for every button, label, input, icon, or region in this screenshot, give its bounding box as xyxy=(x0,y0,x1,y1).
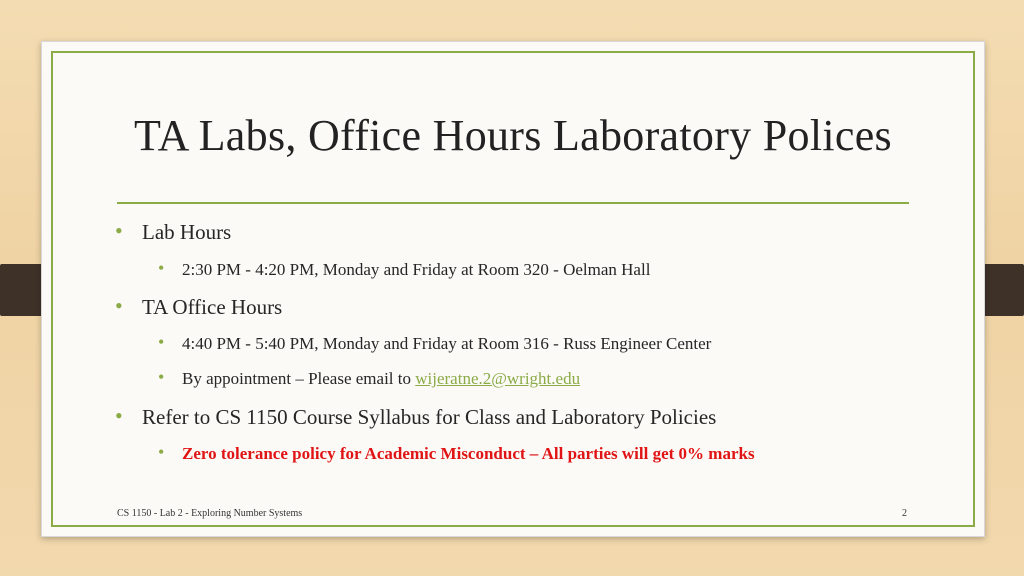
sub-bullet-appointment xyxy=(158,367,581,389)
page-number: 2 xyxy=(902,508,907,519)
sub-bullet-text: 4:40 PM - 5:40 PM, Monday and Friday at Room 316 - Russ Engineer Center xyxy=(182,334,712,353)
bullet-icon: • xyxy=(158,367,165,387)
bullet-icon: • xyxy=(158,442,165,462)
bullet-ta-office-hours xyxy=(115,293,283,320)
sub-bullet-text: By appointment – Please email to xyxy=(182,369,416,388)
bullet-icon: • xyxy=(115,293,123,318)
title-divider xyxy=(117,202,909,204)
bullet-text: TA Office Hours xyxy=(142,295,283,319)
email-link[interactable]: wijeratne.2@wright.edu xyxy=(415,369,581,388)
bullet-icon: • xyxy=(115,403,123,428)
bullet-syllabus xyxy=(115,403,717,430)
bullet-icon: • xyxy=(158,258,165,278)
sub-bullet-text: 2:30 PM - 4:20 PM, Monday and Friday at Room 320 - Oelman Hall xyxy=(182,260,651,279)
bullet-icon: • xyxy=(115,218,123,243)
bullet-icon: • xyxy=(158,332,165,352)
warning-text: Zero tolerance policy for Academic Misconduct – All parties will get 0% marks xyxy=(182,444,755,463)
slide xyxy=(41,41,985,537)
bullet-lab-hours xyxy=(115,218,232,245)
sub-bullet-office-time xyxy=(158,332,712,354)
bullet-text: Refer to CS 1150 Course Syllabus for Class and Laboratory Policies xyxy=(142,405,717,429)
bullet-text: Lab Hours xyxy=(142,220,232,244)
sub-bullet-lab-time xyxy=(158,258,651,280)
slide-title: TA Labs, Office Hours Laboratory Polices xyxy=(134,111,892,160)
sub-bullet-misconduct-warning xyxy=(158,442,755,464)
slide-footer: CS 1150 - Lab 2 - Exploring Number Systems xyxy=(117,508,303,519)
